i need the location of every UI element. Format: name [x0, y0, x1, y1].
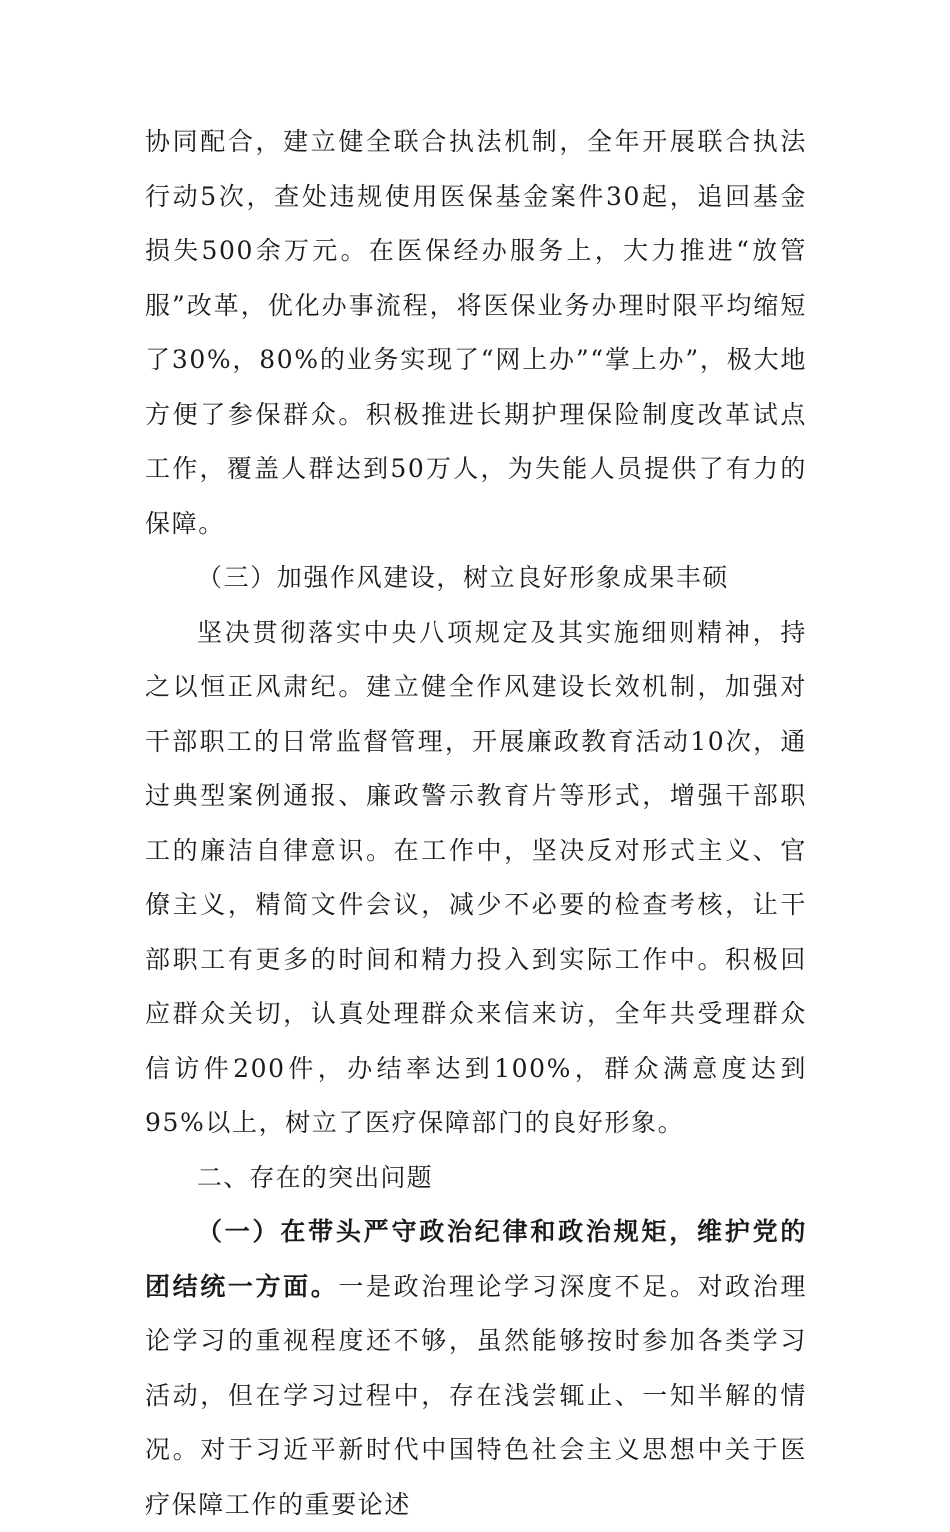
- paragraph-lead-bold: （一）在带头严守政治纪律和政治规矩，维护党的团结统一方面。: [145, 1217, 807, 1301]
- document-page: [145, 115, 807, 1532]
- section-heading-problems: 二、存在的突出问题: [197, 1162, 433, 1192]
- paragraph-political-discipline: [145, 1205, 807, 1532]
- paragraph-continued: 协同配合，建立健全联合执法机制，全年开展联合执法行动5次，查处违规使用医保基金案件30起，追回基金损失500余万元。在医保经办服务上，大力推进“放管服”改革，优化办事流程，将医保业务办理时限平均缩短了30%，80%的业务实现了“网上办”“掌上办”，极大地方便了参保群众。积极推进长期护理保险制度改革试点工作，覆盖人群达到50万人，为失能人员提供了有力的保障。: [145, 127, 807, 538]
- paragraph-style-building: 坚决贯彻落实中央八项规定及其实施细则精神，持之以恒正风肃纪。建立健全作风建设长效机制，加强对干部职工的日常监督管理，开展廉政教育活动10次，通过典型案例通报、廉政警示教育片等形式，增强干部职工的廉洁自律意识。在工作中，坚决反对形式主义、官僚主义，精简文件会议，减少不必要的检查考核，让干部职工有更多的时间和精力投入到实际工作中。积极回应群众关切，认真处理群众来信来访，全年共受理群众信访件200件，办结率达到100%，群众满意度达到95%以上，树立了医疗保障部门的良好形象。: [145, 617, 807, 1137]
- subheading-style-building: （三）加强作风建设，树立良好形象成果丰硕: [197, 563, 730, 592]
- paragraph-body: 一是政治理论学习深度不足。对政治理论学习的重视程度还不够，虽然能够按时参加各类学习活动，但在学习过程中，存在浅尝辄止、一知半解的情况。对于习近平新时代中国特色社会主义思想中关于医疗保障工作的重要论述: [145, 1271, 808, 1519]
